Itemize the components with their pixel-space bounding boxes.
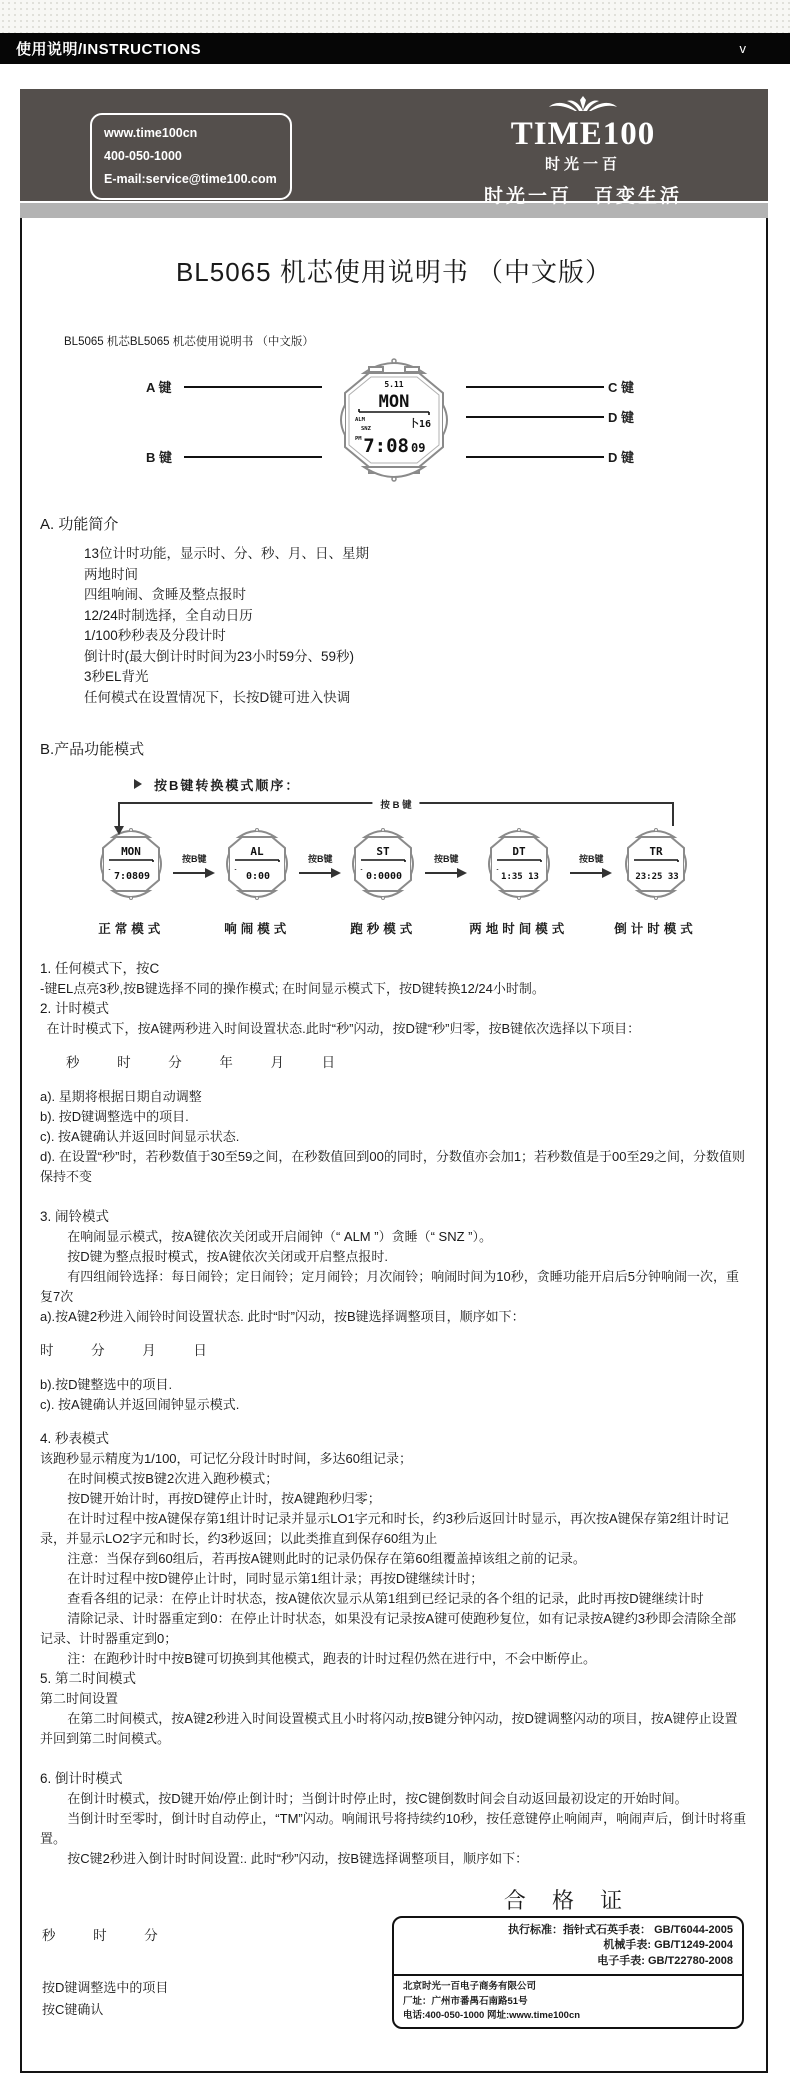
bottom-row	[40, 1887, 748, 2030]
mode-watch-icon	[616, 824, 696, 912]
mode-label: 两地时间模式	[469, 921, 569, 936]
mode-step-arrow	[570, 852, 612, 879]
section-6-text: 按C键2秒进入倒计时时间设置:. 此时“秒”闪动，按B键选择调整项目，顺序如下：	[67, 1850, 529, 1866]
svg-text:-: -	[360, 866, 364, 873]
brand-logo	[468, 95, 698, 208]
section-2-text: 在计时模式下，按A键两秒进入时间设置状态.此时“秒”闪动，按D键“秒”归零，按B键依次选择以下项目：	[46, 1020, 641, 1036]
mode-sequence-intro-text: 按B键转换模式顺序：	[154, 777, 301, 793]
watch-display-day: MON	[378, 392, 410, 412]
field-label: 秒	[42, 1927, 56, 1943]
brand-slogan: 时光一百 百变生活	[483, 186, 682, 207]
mode-stopwatch	[343, 824, 423, 937]
instructions-bar-title: 使用说明/INSTRUCTIONS	[16, 41, 202, 58]
brand-phone: 400-050-1000	[104, 149, 182, 164]
field-label: 月	[142, 1342, 156, 1358]
mode-watch-icon	[91, 824, 171, 912]
collapse-chevron-icon[interactable]: v	[739, 41, 746, 56]
certificate-standard: 执行标准：指针式石英手表： GB/T6044-2005	[508, 1923, 733, 1936]
svg-text:-: -	[495, 866, 499, 873]
mode-alarm	[217, 824, 297, 937]
button-a-label: A 键	[146, 380, 172, 395]
section-3-text: 有四组闹铃选择：每日闹铃；定日闹铃；定月闹铃；月次闹铃；响闹时间为10秒，贪睡功能开启后5分钟响闹一次，重复7次	[40, 1268, 739, 1304]
button-d1-label: D 键	[608, 410, 635, 425]
feature-item: 两地时间	[84, 566, 138, 582]
manual-subtitle: BL5065 机芯BL5065 机芯使用说明书 （中文版）	[64, 336, 314, 348]
watch-display-seconds: 09	[411, 441, 426, 455]
section-1-text: -键EL点亮3秒,按B键选择不同的操作模式; 在时间显示模式下，按D键转换12/24小时制。	[40, 980, 545, 996]
section-2-note-a: a). 星期将根据日期自动调整	[40, 1088, 202, 1104]
mode-display-abbr: TR	[648, 844, 663, 858]
section-4-text: 该跑秒显示精度为1/100，可记忆分段计时时间，多达60组记录；	[40, 1450, 412, 1466]
mode-display-time: 0:0000	[366, 870, 403, 882]
section-4-text: 按D键开始计时，再按D键停止计时，按A键跑秒归零；	[67, 1490, 381, 1506]
triangle-bullet-icon	[134, 779, 142, 789]
mode-display-abbr: ST	[376, 844, 390, 858]
mode-display-abbr: MON	[121, 844, 142, 858]
field-label: 日	[321, 1054, 336, 1070]
field-label: 分	[168, 1054, 182, 1070]
section-5-heading: 5. 第二时间模式	[40, 1670, 137, 1686]
section-2-note-d: d). 在设置“秒”时，若秒数值于30至59之间，在秒数值回到00的同时，分数值亦会加1；若秒数值是于00至29之间，分数值则保持不变	[40, 1148, 745, 1184]
watch-display-time: 7:08	[363, 435, 409, 457]
lead-line-d1	[466, 416, 604, 418]
mode-loop-label: 按 B 键	[372, 797, 419, 811]
mode-loop-line	[118, 799, 674, 826]
feature-list	[84, 544, 756, 708]
certificate-standard: 电子手表: GB/T22780-2008	[597, 1955, 733, 1968]
arrow-right-icon	[570, 867, 612, 879]
watch-indicator-pm: PM	[355, 436, 362, 442]
page-top-texture	[0, 0, 790, 33]
section-a-heading: A. 功能简介	[40, 516, 119, 533]
arrow-right-icon	[425, 867, 467, 879]
section-4-text: 清除记录、计时器重定到0：在停止计时状态，如果没有记录按A键可使跑秒复位，如有记录按A键约3秒即会清除全部记录、计时器重定到0；	[40, 1610, 737, 1646]
field-label: 秒	[66, 1054, 80, 1070]
mode-step-label: 按B键	[579, 853, 604, 864]
watch-button-diagram	[114, 353, 674, 487]
brand-email: E-mail:service@time100.com	[104, 172, 277, 187]
section-4-text: 注：在跑秒计时中按B键可切换到其他模式，跑表的计时过程仍然在进行中，不会中断停止。	[67, 1650, 596, 1666]
button-c-label: C 键	[608, 380, 635, 395]
certificate-factory: 厂址：广州市番禺石南路51号	[403, 1995, 528, 2007]
section-5-text: 在第二时间模式，按A键2秒进入时间设置模式且小时将闪动,按B键分钟闪动，按D键调整闪动的项目，按A键停止设置并回到第二时间模式。	[40, 1710, 738, 1746]
mode-display-time: 23:25 33	[634, 871, 679, 882]
feature-item: 12/24时制选择，全自动日历	[84, 607, 253, 623]
section-3-note-b: b).按D键整选中的项目.	[40, 1376, 173, 1392]
logo-flourish-icon	[523, 95, 643, 113]
watch-display-date: 5.11	[384, 380, 404, 389]
section-3-heading: 3. 闹铃模式	[40, 1208, 110, 1224]
section-3-text: 按D键为整点报时模式，按A键依次关闭或开启整点报时.	[67, 1248, 388, 1264]
mode-label: 正常模式	[98, 921, 165, 936]
brand-contact-box	[90, 113, 292, 200]
mode-dual-time	[469, 824, 568, 937]
brand-header	[20, 89, 768, 207]
mode-label: 响闹模式	[224, 921, 291, 936]
section-2-setting-fields	[66, 1053, 748, 1073]
manual-title: BL5065 机芯使用说明书 （中文版）	[175, 257, 613, 287]
mode-sequence-intro	[134, 775, 756, 794]
section-6-text: 当倒计时至零时，倒计时自动停止，“TM”闪动。响闹讯号将持续约10秒，按任意键停止响闹声，响闹声后，倒计时将重置。	[40, 1810, 747, 1846]
arrow-right-icon	[173, 867, 215, 879]
mode-display-abbr: AL	[250, 844, 264, 858]
field-label: 日	[193, 1342, 207, 1358]
mode-step-label: 按B键	[433, 853, 459, 864]
section-6-text: 按D键调整选中的项目	[42, 1979, 169, 1995]
section-2-note-b: b). 按D键调整选中的项目.	[40, 1108, 189, 1124]
certificate-box	[392, 1916, 744, 2030]
field-label: 时	[40, 1342, 54, 1358]
field-label: 年	[219, 1054, 233, 1070]
section-2-note-c: c). 按A键确认并返回时间显示状态.	[40, 1128, 240, 1144]
section-4-heading: 4. 秒表模式	[40, 1430, 110, 1446]
certificate-standard: 机械手表: GB/T1249-2004	[603, 1939, 733, 1952]
watch-indicator-snz: SNZ	[361, 426, 371, 432]
section-4-text: 注意：当保存到60组后，若再按A键则此时的记录仍保存在第60组覆盖掉该组之前的记录。	[67, 1550, 586, 1566]
mode-normal	[91, 824, 171, 937]
mode-cycle-diagram	[54, 794, 734, 937]
watch-face-illustration	[319, 353, 469, 487]
brand-logo-text: TIME100	[510, 116, 656, 152]
certificate-divider	[394, 1974, 742, 1976]
mode-step-arrow	[173, 852, 215, 879]
feature-item: 3秒EL背光	[84, 669, 149, 684]
feature-item: 四组响闹、贪睡及整点报时	[84, 587, 246, 602]
section-4-text: 查看各组的记录：在停止计时状态，按A键依次显示从第1组到已经记录的各个组的记录，此时再按D键继续计时	[67, 1590, 704, 1606]
section-6-text: 按C键确认	[42, 2001, 104, 2017]
lead-line-b	[184, 456, 322, 458]
instructions-section-bar	[0, 33, 790, 64]
section-6-footer	[40, 1891, 392, 2030]
section-6-text: 在倒计时模式，按D键开始/停止倒计时；当倒计时停止时，按C键倒数时间会自动返回最初设定的开始时间。	[67, 1790, 688, 1806]
section-3-note-a: a).按A键2秒进入闹铃时间设置状态. 此时“时”闪动，按B键选择调整项目，顺序如下：	[40, 1308, 525, 1324]
field-label: 时	[93, 1927, 107, 1943]
certificate-title: 合 格 证	[503, 1887, 633, 1913]
mode-step-label: 按B键	[181, 853, 207, 864]
watch-display-subdate: 卜16	[408, 419, 431, 430]
feature-item: 任何模式在设置情况下，长按D键可进入快调	[84, 689, 351, 705]
field-label: 月	[270, 1054, 284, 1070]
field-label: 时	[117, 1054, 131, 1070]
mode-label: 倒计时模式	[614, 921, 697, 936]
section-3-text: 在响闹显示模式，按A键依次关闭或开启闹钟（“ ALM ”）贪睡（“ SNZ ”）。	[67, 1228, 492, 1244]
brand-logo-subtext: 时光一百	[544, 156, 621, 173]
feature-item: 倒计时(最大倒计时时间为23小时59分、59秒)	[84, 648, 355, 664]
lead-line-c	[466, 386, 604, 388]
mode-watch-icon	[217, 824, 297, 912]
section-4-text: 在计时过程中按D键停止计时，同时显示第1组计录；再按D键继续计时；	[67, 1570, 484, 1586]
section-1-heading: 1. 任何模式下，按C	[40, 960, 160, 976]
certificate-contact: 电话:400-050-1000 网址:www.time100cn	[403, 2009, 581, 2021]
mode-watch-icon	[343, 824, 423, 912]
mode-watch-icon	[479, 824, 559, 912]
svg-text:-: -	[108, 866, 112, 873]
section-3-setting-fields	[40, 1341, 748, 1361]
manual-body	[40, 959, 748, 2030]
feature-item: 1/100秒秒表及分段计时	[84, 628, 226, 643]
section-b-heading: B.产品功能模式	[40, 740, 145, 758]
section-6-heading: 6. 倒计时模式	[40, 1770, 123, 1786]
lead-line-a	[184, 386, 322, 388]
mode-countdown	[614, 824, 697, 937]
section-4-text: 在时间模式按B键2次进入跑秒模式；	[67, 1470, 279, 1486]
section-3-note-c: c). 按A键确认并返回闹钟显示模式.	[40, 1396, 240, 1412]
section-2-heading: 2. 计时模式	[40, 1000, 110, 1016]
manual-document	[20, 218, 768, 2073]
watch-indicator-alm: ALM	[355, 417, 365, 423]
section-4-text: 在计时过程中按A键保存第1组计时记录并显示LO1字元和时长，约3秒后返回计时显示，再次按A键保存第2组计时记录，并显示LO2字元和时长，约3秒返回；以此类推直到保存60组为止	[40, 1510, 729, 1546]
field-label: 分	[91, 1342, 105, 1358]
svg-text:-: -	[234, 866, 238, 873]
certificate-company: 北京时光一百电子商务有限公司	[403, 1981, 537, 1993]
mode-step-label: 按B键	[307, 853, 333, 864]
mode-step-arrow	[299, 852, 341, 879]
button-d2-label: D 键	[608, 450, 635, 465]
mode-step-arrow	[425, 852, 467, 879]
section-5-subheading: 第二时间设置	[40, 1690, 119, 1706]
certificate	[392, 1887, 744, 2030]
mode-display-time: 1:35 13	[500, 871, 539, 882]
button-b-label: B 键	[146, 450, 173, 465]
feature-item: 13位计时功能，显示时、分、秒、月、日、星期	[84, 546, 370, 561]
mode-display-time: 7:0809	[114, 870, 151, 882]
mode-display-time: 0:00	[246, 870, 271, 882]
arrow-right-icon	[299, 867, 341, 879]
brand-website: www.time100cn	[104, 126, 198, 140]
field-label: 分	[144, 1927, 158, 1943]
section-6-setting-fields	[42, 1925, 392, 1947]
lead-line-d2	[466, 456, 604, 458]
mode-display-abbr: DT	[512, 844, 526, 858]
mode-label: 跑秒模式	[350, 921, 417, 936]
